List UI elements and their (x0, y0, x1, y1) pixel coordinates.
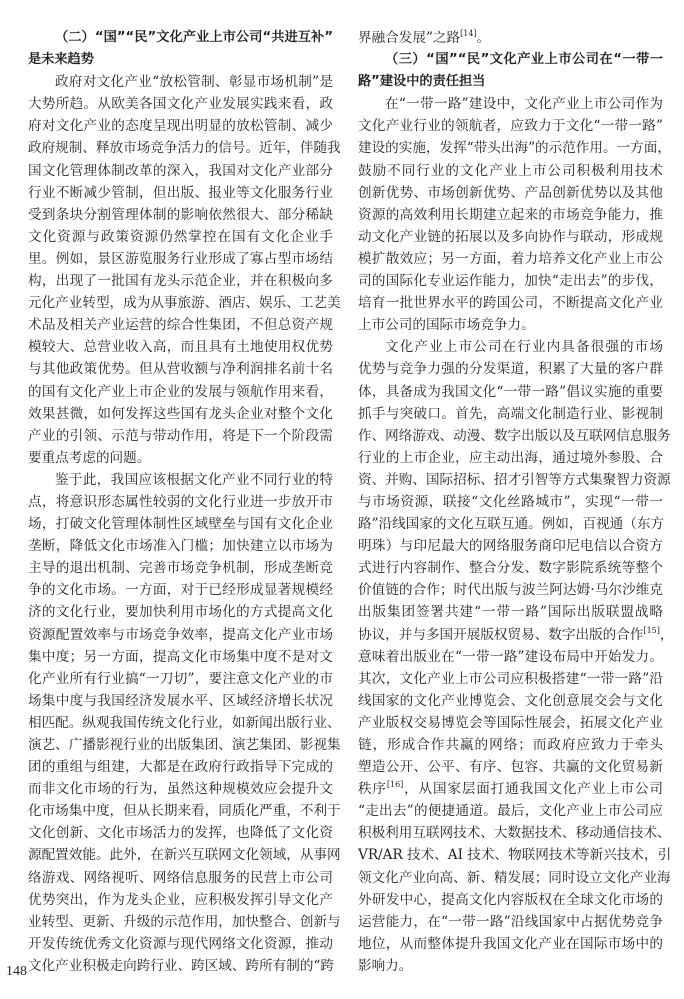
text-line: 而非文化市场的行为，虽然这种规模效应会提升文 (28, 781, 333, 798)
citation-15: [15] (643, 625, 660, 635)
text-line: 化产业所有行业搞“一刀切”，要注意文化产业的市 (28, 670, 333, 687)
text-line: 鼓励不同行业的文化产业上市公司积极利用技术 (358, 162, 663, 179)
right-paragraph-2-part-c (358, 800, 672, 977)
text-line: 作、网络游戏、动漫、数字出版以及互联网信息服务 (358, 427, 671, 444)
section-heading-3-line-1: （三）“国”“民”文化产业上市公司在“一带一 (385, 52, 663, 68)
continuation-line (358, 27, 663, 49)
text-line: 鉴于此，我国应该根据文化产业不同行业的特 (55, 471, 333, 488)
text-line: 大势所趋。从欧美各国文化产业发展实践来看，政 (28, 96, 333, 113)
text-line: 里。例如，景区游览服务行业形成了寡占型市场结 (28, 250, 333, 267)
text-line: 产业版权交易博览会等国际性展会，拓展文化产业 (358, 714, 663, 731)
left-paragraph-1 (28, 71, 341, 469)
text-line: 上市公司的国际市场竞争力。 (358, 317, 535, 334)
text-line: 构，出现了一批国有龙头示范企业，并在积极向多 (28, 273, 333, 290)
text-line: 济的文化行业，要加快利用市场化的方式提高文化 (28, 604, 333, 621)
text-line: 术品及相关产业运营的综合性集团，不但总资产规 (28, 317, 333, 334)
continuation-text: 界融合发展”之路 (358, 30, 461, 46)
text-line: 运营能力，在“一带一路”沿线国家中占据优势竞争 (358, 913, 663, 930)
text-line: 要重点考虑的问题。 (28, 449, 151, 466)
citation-16-text: 秩序 (358, 781, 387, 798)
text-line: 文化产业上市公司在行业内具备很强的市场 (385, 339, 663, 356)
text-line: 团的重组与组建，大都是在政府行政指导下完成的 (28, 759, 333, 776)
text-line: 明珠）与印尼最大的网络服务商印尼电信以合资方 (358, 538, 663, 555)
text-line: 资源的高效利用长期建立起来的市场竞争能力，推 (358, 206, 663, 223)
section-heading-2-line-1: （二）“国”“民”文化产业上市公司“共进互补” (55, 30, 333, 45)
text-line: 路”沿线国家的文化互联互通。例如，百视通（东方 (358, 516, 665, 533)
citation-16: [16] (386, 780, 404, 790)
text-line: 点，将意识形态属性较弱的文化行业进一步放开市 (28, 493, 333, 510)
text-line: 资源配置效率与市场竞争效率，提高文化产业市场 (28, 626, 333, 643)
text-line: 出版集团签署共建“一带一路”国际出版联盟战略 (358, 604, 663, 621)
text-line: 场，打破文化管理体制性区域壁垒与国有文化企业 (28, 516, 333, 533)
text-line: 开发传统优秀文化资源与现代网络文化资源，推动 (28, 935, 333, 952)
text-line: 相匹配。纵观我国传统文化行业，如新闻出版行业、 (28, 714, 341, 731)
text-line: 产业的引领、示范与带动作用，将是下一个阶段需 (28, 427, 333, 444)
text-line: 优势突出，作为龙头企业，应积极发挥引导文化产 (28, 891, 333, 908)
text-line: 业转型、更新、升级的示范作用，加快整合、创新与 (28, 913, 341, 930)
text-line: 其次，文化产业上市公司应积极搭建“一带一路”沿 (358, 670, 663, 687)
text-line: 体，具备成为我国文化“一带一路”倡议实施的重要 (358, 383, 663, 400)
page-number: 148 (6, 964, 27, 979)
text-line: 领文化产业向高、新、精发展；同时设立文化产业海 (358, 869, 671, 886)
text-line: 元化产业转型，成为从事旅游、酒店、娱乐、工艺美 (28, 295, 341, 312)
text-line: 国文化管理体制改革的深入，我国对文化产业部分 (28, 162, 333, 179)
text-line: 影响力。 (358, 957, 413, 974)
text-line: 的国有文化产业上市企业的发展与领航作用来看， (28, 383, 333, 400)
citation-15-line (358, 624, 674, 646)
text-line: 政府对文化产业“放松管制、彰显市场机制”是 (55, 74, 333, 91)
text-line: 建设的实施，发挥“带头出海”的示范作用。一方面， (358, 140, 671, 157)
text-line: 受到条块分割管理体制的影响依然很大、部分稀缺 (28, 206, 333, 223)
text-line: 价值链的合作；时代出版与波兰阿达姆·马尔沙维克 (358, 582, 663, 599)
text-line: 动文化产业链的拓展以及多向协作与联动，形成规 (358, 228, 663, 245)
text-line: 文化资源与政策资源仍然掌控在国有文化企业手 (28, 228, 333, 245)
text-line: 线国家的文化产业博览会、文化创意展交会与文化 (358, 692, 663, 709)
text-line: 行业的上市企业，应主动出海，通过境外参股、合 (358, 449, 663, 466)
text-line: 演艺、广播影视行业的出版集团、演艺集团、影视集 (28, 737, 341, 753)
text-line: 模扩散效应；另一方面，着力培养文化产业上市公 (358, 250, 663, 267)
citation-15-text: 协议，并与多国开展版权贸易、数字出版的合作 (358, 626, 644, 643)
text-line: 化市场集中度，但从长期来看，同质化严重，不利于 (28, 803, 341, 820)
continuation-end: 。 (476, 30, 491, 46)
right-paragraph-1 (358, 93, 671, 336)
citation-16-line (358, 778, 663, 800)
text-line: 场集中度与我国经济发展水平、区域经济增长状况 (28, 692, 333, 709)
text-line: 集中度；另一方面，提高文化市场集中度不是对文 (28, 648, 333, 665)
text-line: 文化产业积极走向跨行业、跨区域、跨所有制的“跨 (28, 957, 335, 974)
text-line: 文化产业行业的领航者，应致力于文化“一带一路” (358, 118, 663, 135)
text-line: 与其他政策优势。但从营收额与净利润排名前十名 (28, 361, 333, 378)
text-line: 源配置效能。此外，在新兴互联网文化领域，从事网 (28, 847, 341, 864)
text-line: 政府规制、释放市场竞争活力的信号。近年，伴随我 (28, 140, 341, 157)
left-column (28, 27, 341, 977)
text-line: 效果甚微，如何发挥这些国有龙头企业对整个文化 (28, 405, 333, 422)
text-line: 府对文化产业的态度呈现出明显的放松管制、减少 (28, 118, 333, 135)
text-line: 创新优势、市场创新优势、产品创新优势以及其他 (358, 184, 663, 201)
text-line: 与市场资源，联接“文化丝路城市”，实现“一带一 (358, 493, 663, 510)
text-line: VR/AR 技术、AI 技术、物联网技术等新兴技术，引 (358, 847, 672, 864)
text-line: 文化创新、文化市场活力的发挥，也降低了文化资 (28, 825, 333, 842)
text-line: 在“一带一路”建设中，文化产业上市公司作为 (385, 96, 663, 113)
text-line: 地位，从而整体提升我国文化产业在国际市场中的 (358, 935, 663, 952)
text-line: 培育一批世界水平的跨国公司，不断提高文化产业 (358, 295, 663, 312)
text-line: “走出去”的便捷通道。最后，文化产业上市公司应 (358, 803, 663, 820)
text-line: 主导的退出机制、完善市场竞争机制，形成垄断竞 (28, 560, 333, 577)
section-heading-2-line-2: 是未来趋势 (28, 52, 94, 68)
text-line: 垄断，降低文化市场准入门槛；加快建立以市场为 (28, 538, 333, 555)
citation-15-end: ， (659, 626, 674, 643)
text-line: 意味着出版业在“一带一路”建设布局中开始发力。 (358, 648, 663, 665)
text-line: 司的国际化专业运作能力，加快“走出去”的步伐， (358, 273, 663, 290)
text-line: 优势与竞争力强的分发渠道，积累了大量的客户群 (358, 361, 663, 378)
text-line: 络游戏、网络视听、网络信息服务的民营上市公司 (28, 869, 333, 886)
right-paragraph-2-part-a (358, 336, 671, 623)
text-line: 模较大、总营业收入高，而且具有土地使用权优势 (28, 339, 333, 356)
text-line: 争的文化市场。一方面，对于已经形成显著规模经 (28, 582, 333, 599)
text-line: 链，形成合作共赢的网络；而政府应致力于牵头 (358, 737, 663, 753)
citation-14: [14] (460, 29, 477, 38)
right-paragraph-2-part-b (358, 646, 663, 779)
text-line: 式进行内容制作、整合分发、数字影院系统等整个 (358, 560, 663, 577)
right-column (358, 27, 674, 977)
citation-16-end: ，从国家层面打通我国文化产业上市公司 (403, 781, 664, 798)
section-heading-3-line-2: 路”建设中的责任担当 (358, 74, 486, 90)
text-line: 塑造公开、公平、有序、包容、共赢的文化贸易新 (358, 759, 663, 776)
left-paragraph-2 (28, 469, 341, 977)
text-line: 行业不断减少管制，但出版、报业等文化服务行业 (28, 184, 333, 201)
text-line: 积极利用互联网技术、大数据技术、移动通信技术、 (358, 825, 671, 842)
text-line: 外研发中心，提高文化内容版权在全球文化市场的 (358, 891, 663, 908)
text-line: 资、并购、国际招标、招才引智等方式集聚智力资源 (358, 471, 671, 488)
text-line: 抓手与突破口。首先，高端文化制造行业、影视制 (358, 405, 663, 422)
